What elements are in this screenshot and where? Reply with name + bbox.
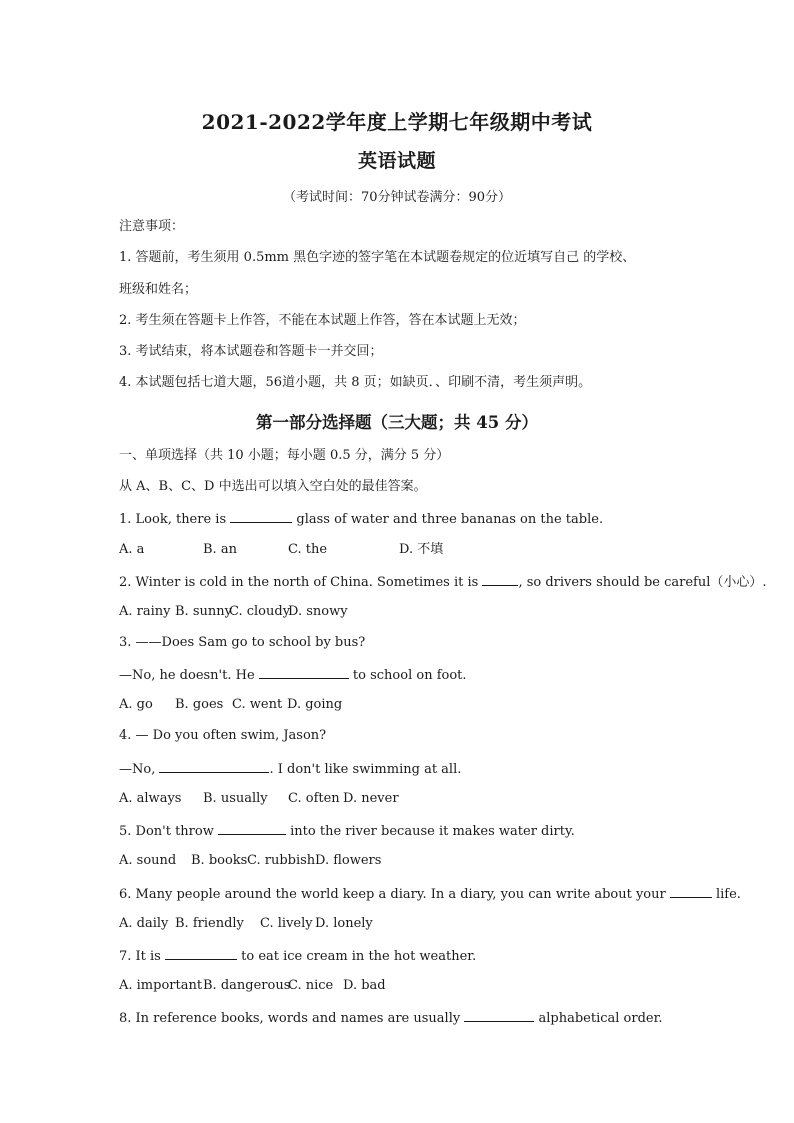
note-3: 3. 考试结束，将本试题卷和答题卡一并交回； — [119, 344, 383, 359]
option-b: B. dangerous — [203, 978, 291, 993]
options-4 — [119, 791, 399, 807]
option-d: D. going — [287, 697, 343, 712]
option-c: C. rubbish — [247, 853, 316, 868]
answer-blank — [259, 666, 349, 679]
option-d: D. flowers — [315, 853, 382, 868]
question-6: 6. Many people around the world keep a diary. In a diary, you can write about your life. — [119, 887, 741, 902]
note-2: 2. 考生须在答题卡上作答，不能在本试题上作答，答在本试题上无效； — [119, 313, 526, 328]
option-d: D. snowy — [288, 604, 348, 619]
answer-blank — [670, 885, 712, 898]
option-b: B. books — [191, 853, 248, 868]
note-1b: 班级和姓名； — [119, 282, 198, 297]
answer-blank — [159, 760, 269, 773]
options-3 — [119, 697, 342, 713]
notes-heading: 注意事项： — [119, 219, 185, 234]
option-c: C. the — [288, 542, 328, 557]
note-1a: 1. 答题前，考生须用 0.5mm 黑色字迹的签字笔在本试题卷规定的位近填写自己 的学校、 — [119, 250, 636, 265]
option-a: A. always — [119, 791, 182, 806]
option-d: D. bad — [343, 978, 386, 993]
options-1 — [119, 542, 443, 558]
question-3: 3. ——Does Sam go to school by bus? — [119, 635, 366, 650]
answer-blank — [218, 822, 286, 835]
option-a: A. rainy — [119, 604, 171, 619]
question-1: 1. Look, there is glass of water and three bananas on the table. — [119, 512, 604, 527]
question-5: 5. Don't throw into the river because it makes water dirty. — [119, 824, 575, 839]
option-b: B. an — [203, 542, 237, 557]
answer-blank — [482, 573, 518, 586]
answer-blank — [230, 510, 292, 523]
question-2: 2. Winter is cold in the north of China. Sometimes it is , so drivers should be careful（小心）. — [119, 575, 767, 590]
option-b: B. sunny — [175, 604, 232, 619]
option-c: C. cloudy — [229, 604, 291, 619]
question-3-reply: —No, he doesn't. He to school on foot. — [119, 668, 467, 683]
answer-blank — [464, 1009, 534, 1022]
exam-subject: 英语试题 — [357, 150, 436, 172]
option-d: D. lonely — [315, 916, 373, 931]
option-b: B. goes — [175, 697, 224, 712]
note-4: 4. 本试题包括七道大题，56道小题，共 8 页；如缺页．、印刷不清，考生须声明。 — [119, 375, 592, 390]
option-c: C. lively — [260, 916, 313, 931]
option-c: C. went — [232, 697, 283, 712]
option-c: C. often — [288, 791, 340, 806]
question-4-reply: —No, . I don't like swimming at all. — [119, 762, 462, 777]
options-2 — [119, 604, 348, 620]
option-a: A. daily — [119, 916, 169, 931]
option-d: D. never — [343, 791, 399, 806]
option-a: A. important — [119, 978, 203, 993]
question-7: 7. It is to eat ice cream in the hot weather. — [119, 949, 477, 964]
option-d: D. 不填 — [399, 542, 444, 557]
option-c: C. nice — [288, 978, 334, 993]
exam-title: 2021-2022学年度上学期七年级期中考试 — [201, 110, 593, 134]
question-4: 4. — Do you often swim, Jason? — [119, 728, 327, 743]
option-b: B. friendly — [175, 916, 244, 931]
option-a: A. sound — [119, 853, 177, 868]
exam-info: （考试时间：70分钟试卷满分：90分） — [282, 190, 512, 205]
part-title: 第一部分选择题（三大题；共 45 分） — [256, 413, 538, 432]
question-8: 8. In reference books, words and names are usually alphabetical order. — [119, 1011, 663, 1026]
section-instruction: 从 A、B、C、D 中选出可以填入空白处的最佳答案。 — [119, 479, 427, 494]
section-heading: 一、单项选择（共 10 小题；每小题 0.5 分，满分 5 分） — [119, 448, 450, 463]
options-6 — [119, 916, 373, 932]
option-a: A. a — [119, 542, 145, 557]
answer-blank — [165, 947, 237, 960]
options-7 — [119, 978, 386, 994]
option-b: B. usually — [203, 791, 268, 806]
option-a: A. go — [119, 697, 153, 712]
options-5 — [119, 853, 381, 869]
